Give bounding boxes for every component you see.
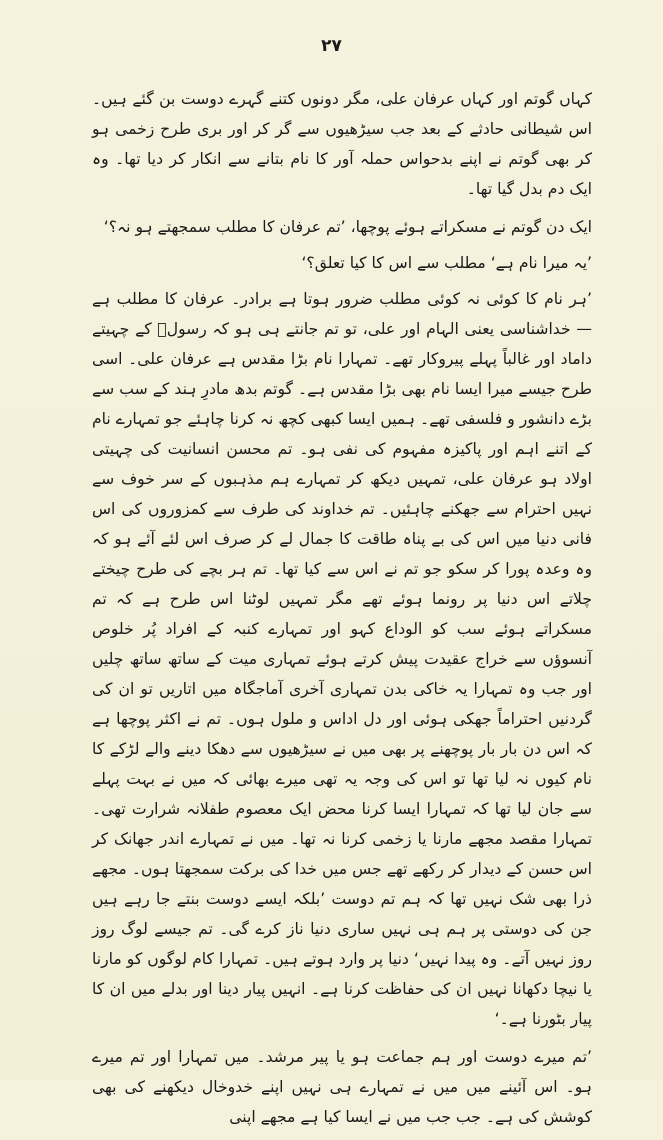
paragraph-3: ’یہ میرا نام ہے‘ مطلب سے اس کا کیا تعلق؟‘ <box>301 254 592 272</box>
paragraph-2: ایک دن گوتم نے مسکراتے ہوئے پوچھا، ’تم عرفان کا مطلب سمجھتے ہو نہ؟‘ <box>103 218 592 236</box>
body-text <box>92 84 592 1140</box>
paragraph-1: کہاں گوتم اور کہاں عرفان علی، مگر دونوں کتنے گہرے دوست بن گئے ہیں۔ اس شیطانی حادثے کے بعد جب سیڑھیوں سے گر کر اور بری طرح زخمی ہو کر بھی گوتم نے اپنے بدحواس حملہ آور کا نام بتانے سے انکار کر دیا تھا۔ وہ ایک دم بدل گیا تھا۔ <box>92 90 592 198</box>
page-number: ۲۷ <box>321 36 342 56</box>
paragraph-4: ’ہر نام کا کوئی نہ کوئی مطلب ضرور ہوتا ہے برادر۔ عرفان کا مطلب ہے — خداشناسی یعنی الہام اور علی، تو تم جانتے ہی ہو کہ رسولؐ کے چہیتے داماد اور غالباً پہلے پیروکار تھے۔ تمہارا نام بڑا مقدس ہے عرفان علی۔ اسی طرح جیسے میرا ایسا نام بھی بڑا مقدس ہے۔ گوتم بدھ مادرِ ہند کے سب سے بڑے دانشور و فلسفی تھے۔ ہمیں ایسا کبھی کچھ نہ کرنا چاہئے جو تمہارے نام کے اتنے اہم اور پاکیزہ مفہوم کی نفی ہو۔ تم محسن انسانیت کی چہیتی اولاد ہو عرفان علی، تمہیں دیکھ کر تمہارے ہم مذہبوں کے سر خوف سے نہیں احترام سے جھکنے چاہئیں۔ تم خداوند کی طرف سے کمزوروں کی اس فانی دنیا میں اس کی بے پناہ طاقت کا جمال لے کر صرف اس لئے آئے ہو کہ وہ وعدہ پورا کر سکو جو تم نے اس سے کیا تھا۔ تم ہر بچے کی طرح چیختے چلاتے اس دنیا پر رونما ہوئے تھے مگر تمہیں لوٹنا اس طرح ہے کہ تم مسکراتے ہوئے سب کو الوداع کہو اور تمہارے کنبہ کے افراد پُر خلوص آنسوؤں سے خراج عقیدت پیش کرتے ہوئے تمہاری میت کے ساتھ ساتھ چلیں اور جب وہ تمہارا یہ خاکی بدن تمہاری آخری آماجگاہ میں اتاریں تو ان کی گردنیں احتراماً جھکی ہوئی اور دل اداس و ملول ہوں۔ تم نے اکثر پوچھا ہے کہ اس دن بار بار پوچھنے پر بھی میں نے سیڑھیوں سے دھکا دینے والے لڑکے کا نام کیوں نہ لیا تھا تو اس کی وجہ یہ تھی میرے بھائی کہ میں نے بہت پہلے سے جان لیا تھا کہ تمہارا ایسا کرنا محض ایک معصوم طفلانہ شرارت تھی۔ تمہارا مقصد مجھے مارنا یا زخمی کرنا نہ تھا۔ میں نے تمہارے اندر جھانک کر اس حسن کے دیدار کر رکھے تھے جس میں خدا کی برکت سمجھتا ہوں۔ مجھے ذرا بھی شک نہیں تھا کہ ہم تم دوست ’بلکہ ایسے دوست بنتے جا رہے ہیں جن کی دوستی پر ہم ہی نہیں ساری دنیا ناز کرے گی۔ تم جیسے لوگ روز روز نہیں آتے۔ وہ پیدا نہیں‘ دنیا پر وارد ہوتے ہیں۔ تمہارا کام لوگوں کو مارنا یا نیچا دکھانا نہیں ان کی حفاظت کرنا ہے۔ انہیں پیار دینا اور بدلے میں ان کا پیار بٹورنا ہے۔‘ <box>92 290 592 1028</box>
paragraph-5: ’تم میرے دوست اور ہم جماعت ہو یا پیر مرشد۔ میں تمہارا اور تم میرے ہو۔ اس آئینے میں میں نے تمہارے ہی نہیں اپنے خدوخال دیکھنے کی بھی کوشش کی ہے۔ جب جب میں نے ایسا کیا ہے مجھے اپنی <box>92 1048 592 1126</box>
